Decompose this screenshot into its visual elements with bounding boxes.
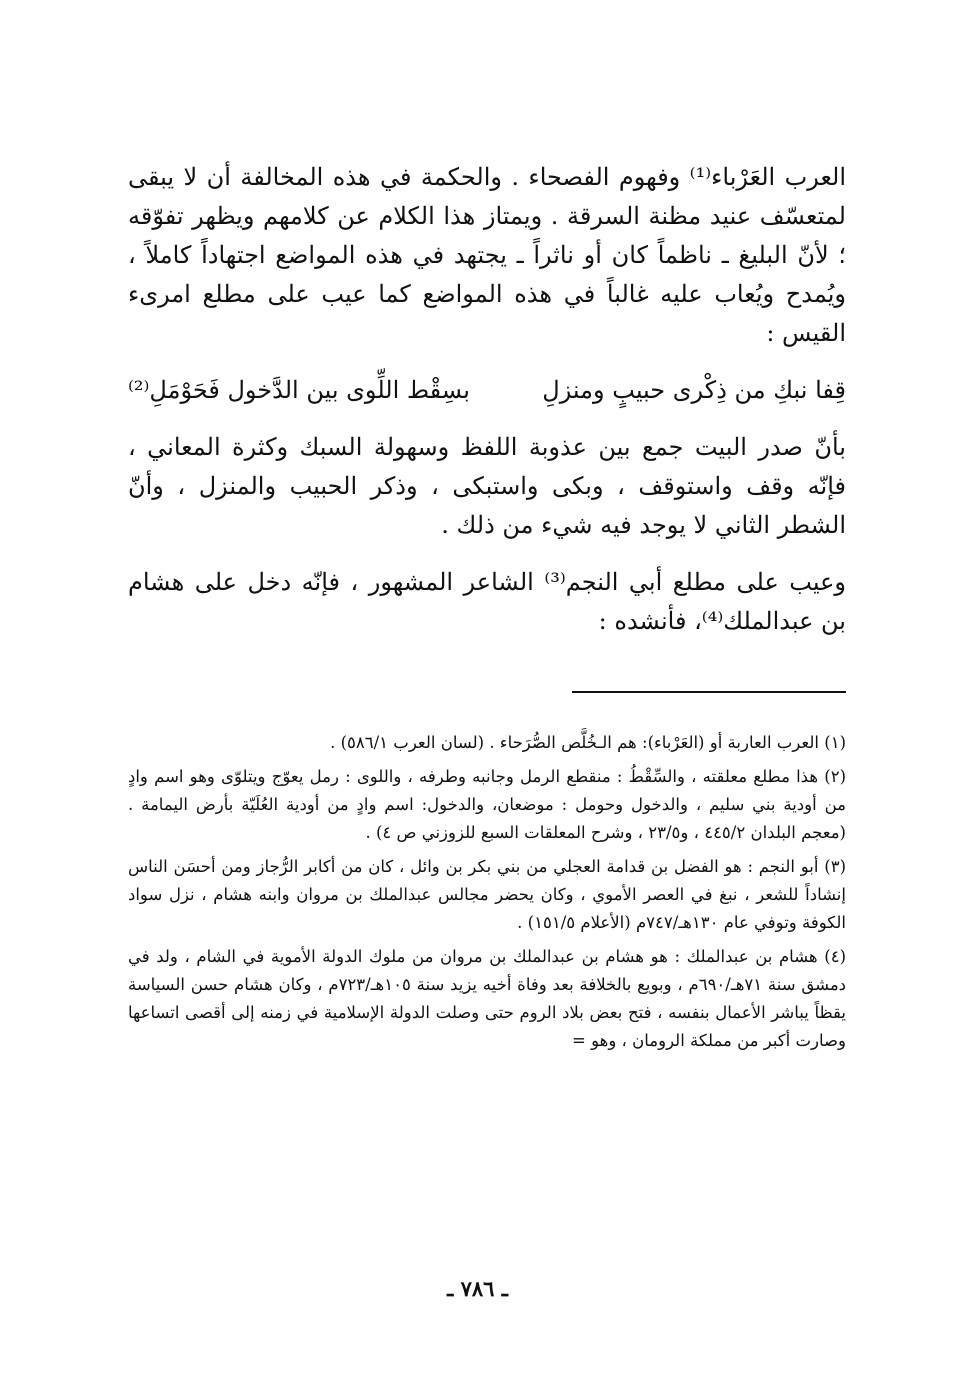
footnotes (128, 729, 846, 1055)
footnote-1: (١) العرب العاربة أو (العَرْباء): هم الـخُلَّص الصُّرَحاء . (لسان العرب ٥٨٦/١) . (330, 733, 846, 752)
page-number: ـ ٧٨٦ ـ (447, 1276, 508, 1301)
paragraph-3: وعيب على مطلع أبي النجم⁽³⁾ الشاعر المشهور ، فإنّه دخل على هشام بن عبدالملك⁽⁴⁾، فأنشده : (128, 568, 846, 635)
page-body (128, 158, 846, 1061)
verse-second-hemistich: بسِقْط اللِّوى بين الدَّخول فَحَوْمَلِ⁽²⁾ (128, 376, 470, 404)
footnote-3: (٣) أبو النجم : هو الفضل بن قدامة العجلي من بني بكر بن وائل ، كان من أكابر الرُّجاز ومن أحسَن الناس إنشاداً للشعر ، نبغ في العصر الأموي ، وكان يحضر مجالس عبدالملك بن مروان وابنه هشام ، نزل سواد الكوفة وتوفي عام ١٣٠هـ/٧٤٧م (الأعلام ١٥١/٥) . (128, 857, 846, 932)
paragraph-2: بأنّ صدر البيت جمع بين عذوبة اللفظ وسهولة السبك وكثرة المعاني ، فإنّه وقف واستوقف ، وبكى واستبكى ، وذكر الحبيب والمنزل ، وأنّ الشطر الثاني لا يوجد فيه شيء من ذلك . (128, 433, 846, 539)
footnote-4: (٤) هشام بن عبدالملك : هو هشام بن عبدالملك بن مروان من ملوك الدولة الأموية في الشام ، ولد في دمشق سنة ٧١هـ/٦٩٠م ، وبويع بالخلافة بعد وفاة أخيه يزيد سنة ١٠٥هـ/٧٢٣م ، وكان هشام حسن السياسة يقظاً يباشر الأعمال بنفسه ، فتح بعض بلاد الروم حتى وصلت الدولة الإسلامية في زمنه إلى أقصى اتساعها وصارت أكبر من مملكة الرومان ، وهو = (128, 947, 847, 1050)
footnote-divider (572, 691, 846, 693)
footnote-2: (٢) هذا مطلع معلقته ، والسِّقْطُ : منقطع الرمل وجانبه وطرفه ، واللوى : رمل يعوّج ويتلوّى وهو اسم وادٍ من أودية بني سليم ، والدخول وحومل : موضعان، والدخول: اسم وادٍ من أودية العُلَيّة بأرض اليمامة . (معجم البلدان ٤٤٥/٢ ، و٢٣/٥ ، وشرح المعلقات السبع للزوزني ص ٤) . (128, 767, 846, 842)
verse-first-hemistich: قِفا نبكِ من ذِكْرى حبيبٍ ومنزلِ (542, 376, 846, 404)
poem-verse (128, 371, 846, 410)
paragraph-1: العرب العَرْباء⁽¹⁾ وفهوم الفصحاء . والحكمة في هذه المخالفة أن لا يبقى لمتعسّف عنيد مظنة السرقة . ويمتاز هذا الكلام عن كلامهم ويظهر تفوّقه ؛ لأنّ البليغ ـ ناظماً كان أو ناثراً ـ يجتهد في هذه المواضع اجتهاداً كاملاً ، ويُمدح ويُعاب عليه غالباً في هذه المواضع كما عيب على مطلع امرىء القيس : (128, 163, 846, 347)
